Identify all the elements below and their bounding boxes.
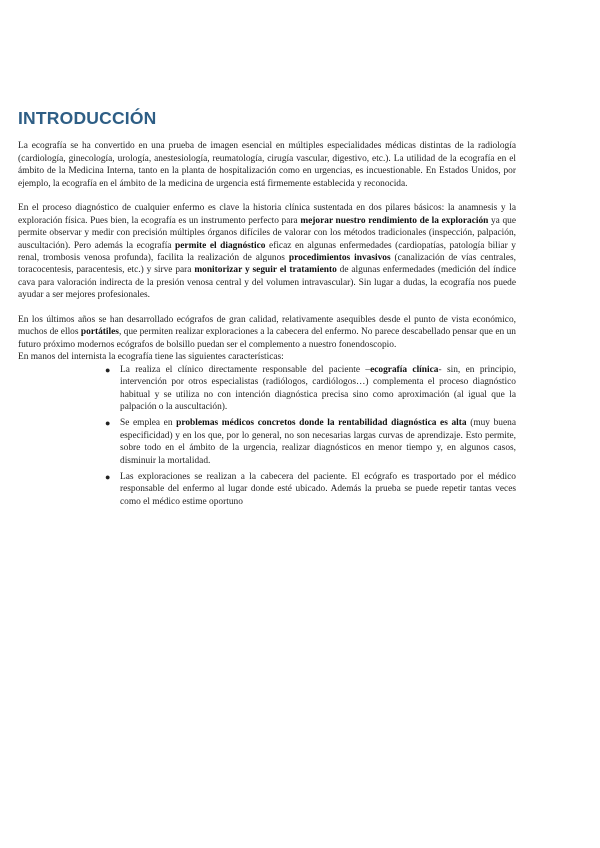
- text-span: (muy buena especificidad) y en los que, por lo general, no son necesarias largas curvas de aprendizaje. Esto permite, sobre todo en el ámbito de la urgencia, realizar diagnósticos en menor tiempo y, en algunos casos, disminuir la mortalidad.: [120, 418, 516, 466]
- list-item: [105, 471, 516, 508]
- bold-phrase: portátiles: [80, 327, 119, 338]
- bullet-icon: ●: [105, 364, 111, 375]
- paragraph-intro-text: La ecografía se ha convertido en una prueba de imagen esencial en múltiples especialidades médicas distintas de la radiología (cardiología, ginecología, urología, anestesiología, reumatología, cirugía vascular, digestivo, etc.). La utilidad de la ecografía en el ámbito de la Medicina Interna, tanto en la planta de hospitalización como en urgencias, es incuestionable. En Estados Unidos, por ejemplo, la ecografía en el ámbito de la medicina de urgencia está firmemente establecida y reconocida.: [18, 141, 516, 189]
- text-span: En el proceso diagnóstico de cualquier enfermo es clave la historia clínica sustentada en dos pilares básicos: la anamnesis y la exploración física. Pues bien, la ecografía es un instrumento perfecto para: [18, 203, 516, 226]
- text-span: La realiza el clínico directamente responsable del paciente –: [120, 364, 371, 375]
- text-span: de algunas enfermedades (medición del índice cava para valoración indirecta de la presión venosa central y del volumen intravascular). Sin lugar a dudas, la ecografía nos puede ayudar a ser mejores profesionales.: [18, 265, 516, 301]
- text-span: (canalización de vías centrales, toracocentesis, paracentesis, etc.) y sirve para: [18, 253, 516, 276]
- bold-phrase: procedimientos invasivos: [288, 253, 391, 264]
- bold-phrase: mejorar nuestro rendimiento de la exploración: [300, 215, 489, 226]
- bold-phrase: problemas médicos concretos donde la rentabilidad diagnóstica es alta: [176, 418, 467, 429]
- document-page: [18, 104, 516, 512]
- paragraph-characteristics-intro: [18, 351, 516, 363]
- characteristics-list: [18, 364, 516, 508]
- text-span: En manos del internista la ecografía tiene las siguientes características:: [18, 352, 284, 363]
- text-span: ya que permite observar y medir con precisión múltiples órganos difíciles de valorar con los métodos tradicionales (inspección, palpación, auscultación). Pero además la ecografía: [18, 215, 516, 251]
- bullet-icon: ●: [105, 418, 111, 429]
- bold-phrase: permite el diagnóstico: [175, 240, 266, 251]
- text-span: Se emplea en: [120, 418, 177, 429]
- list-item: [105, 417, 516, 467]
- text-span: , que permiten realizar exploraciones a la cabecera del enfermo. No parece descabellado pensar que en un futuro próximo modernos ecógrafos de bolsillo puedan ser el complemento a nuestro fonendoscopio.: [18, 327, 516, 350]
- text-span: - sin, en principio, intervención por otros especialistas (radiólogos, cardiólogos…) complementa el proceso diagnóstico habitual y se utiliza no con intención diagnóstica precisa sino como aproximación (al igual que la palpación o la auscultación).: [120, 364, 517, 412]
- bullet-icon: ●: [105, 471, 111, 482]
- list-item: [105, 364, 517, 414]
- bold-phrase: ecografía clínica: [370, 364, 439, 375]
- text-span: Las exploraciones se realizan a la cabecera del paciente. El ecógrafo es trasportado por el médico responsable del enfermo al lugar donde esté ubicado. Además la prueba se puede repetir tantas veces como el médico estime oportuno: [120, 471, 516, 507]
- text-span: eficaz en algunas enfermedades (cardiopatías, patología biliar y renal, trombosis venosa profunda), facilita la realización de algunos: [18, 240, 516, 264]
- paragraph-clinical-process: [18, 202, 516, 301]
- paragraph-intro: [18, 140, 516, 190]
- page-title: INTRODUCCIÓN: [18, 108, 157, 128]
- text-span: En los últimos años se han desarrollado ecógrafos de gran calidad, relativamente asequibles desde el punto de vista económico, muchos de ellos: [18, 315, 516, 338]
- bold-phrase: monitorizar y seguir el tratamiento: [194, 265, 337, 276]
- paragraph-portable-devices: [18, 314, 516, 351]
